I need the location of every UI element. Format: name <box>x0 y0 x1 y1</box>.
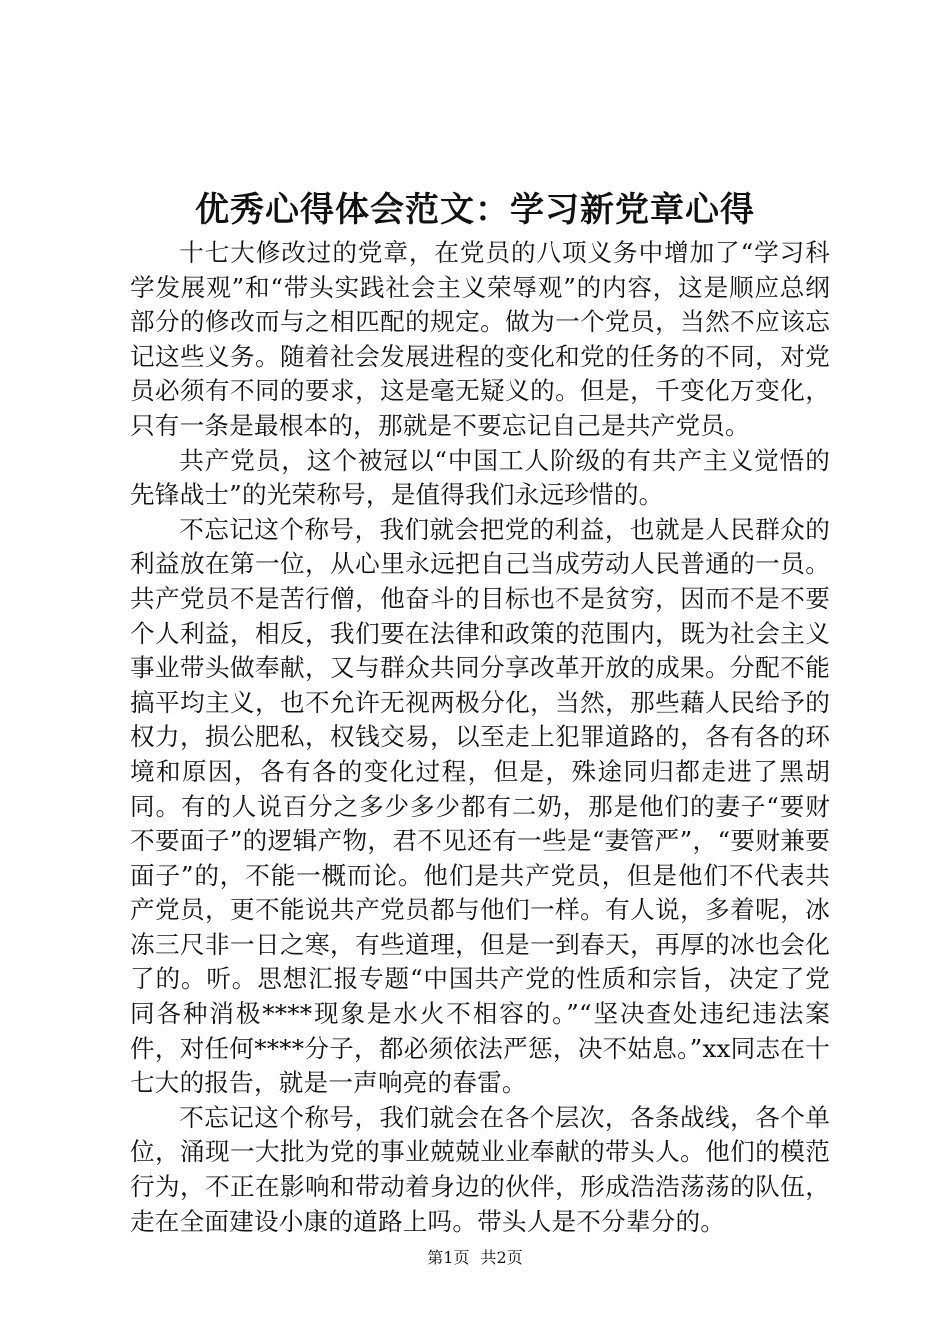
paragraph-4: 不忘记这个称号，我们就会在各个层次，各条战线，各个单位，涌现一大批为党的事业兢兢业业奉献的带头人。他们的模范行为，不正在影响和带动着身边的伙伴，形成浩浩荡荡的队伍，走在全面建设小康的道路上吗。带头人是不分辈分的。 <box>130 1102 830 1236</box>
page-footer <box>0 1248 950 1268</box>
document-title: 优秀心得体会范文：学习新党章心得 <box>195 190 755 230</box>
paragraph-2: 共产党员，这个被冠以“中国工人阶级的有共产主义觉悟的先锋战士”的光荣称号，是值得我们永远珍惜的。 <box>130 445 830 510</box>
document-body <box>130 236 830 1239</box>
paragraph-3: 不忘记这个称号，我们就会把党的利益，也就是人民群众的利益放在第一位，从心里永远把自己当成劳动人民普通的一员。共产党员不是苦行僧，他奋斗的目标也不是贫穷，因而不是不要个人利益，相反，我们要在法律和政策的范围内，既为社会主义事业带头做奉献，又与群众共同分享改革开放的成果。分配不能搞平均主义，也不允许无视两极分化，当然，那些藉人民给予的权力，损公肥私，权钱交易，以至走上犯罪道路的，各有各的环境和原因，各有各的变化过程，但是，殊途同归都走进了黑胡同。有的人说百分之多少多少都有二奶，那是他们的妻子“要财不要面子”的逻辑产物，君不见还有一些是“妻管严”，“要财兼要面子”的，不能一概而论。他们是共产党员，但是他们不代表共产党员，更不能说共产党员都与他们一样。有人说，多着呢，冰冻三尺非一日之寒，有些道理，但是一到春天，再厚的冰也会化了的。听。思想汇报专题“中国共产党的性质和宗旨，决定了党同各种消极****现象是水火不相容的。”“坚决查处违纪违法案件，对任何****分子，都必须依法严惩，决不姑息。”xx同志在十七大的报告，就是一声响亮的春雷。 <box>130 514 830 1098</box>
page-total: 共2页 <box>480 1248 523 1267</box>
paragraph-1: 十七大修改过的党章，在党员的八项义务中增加了“学习科学发展观”和“带头实践社会主义荣辱观”的内容，这是顺应总纲部分的修改而与之相匹配的规定。做为一个党员，当然不应该忘记这些义务。随着社会发展进程的变化和党的任务的不同，对党员必须有不同的要求，这是毫无疑义的。但是，千变化万变化，只有一条是最根本的，那就是不要忘记自己是共产党员。 <box>130 238 830 440</box>
page-number: 第1页 <box>427 1248 470 1267</box>
